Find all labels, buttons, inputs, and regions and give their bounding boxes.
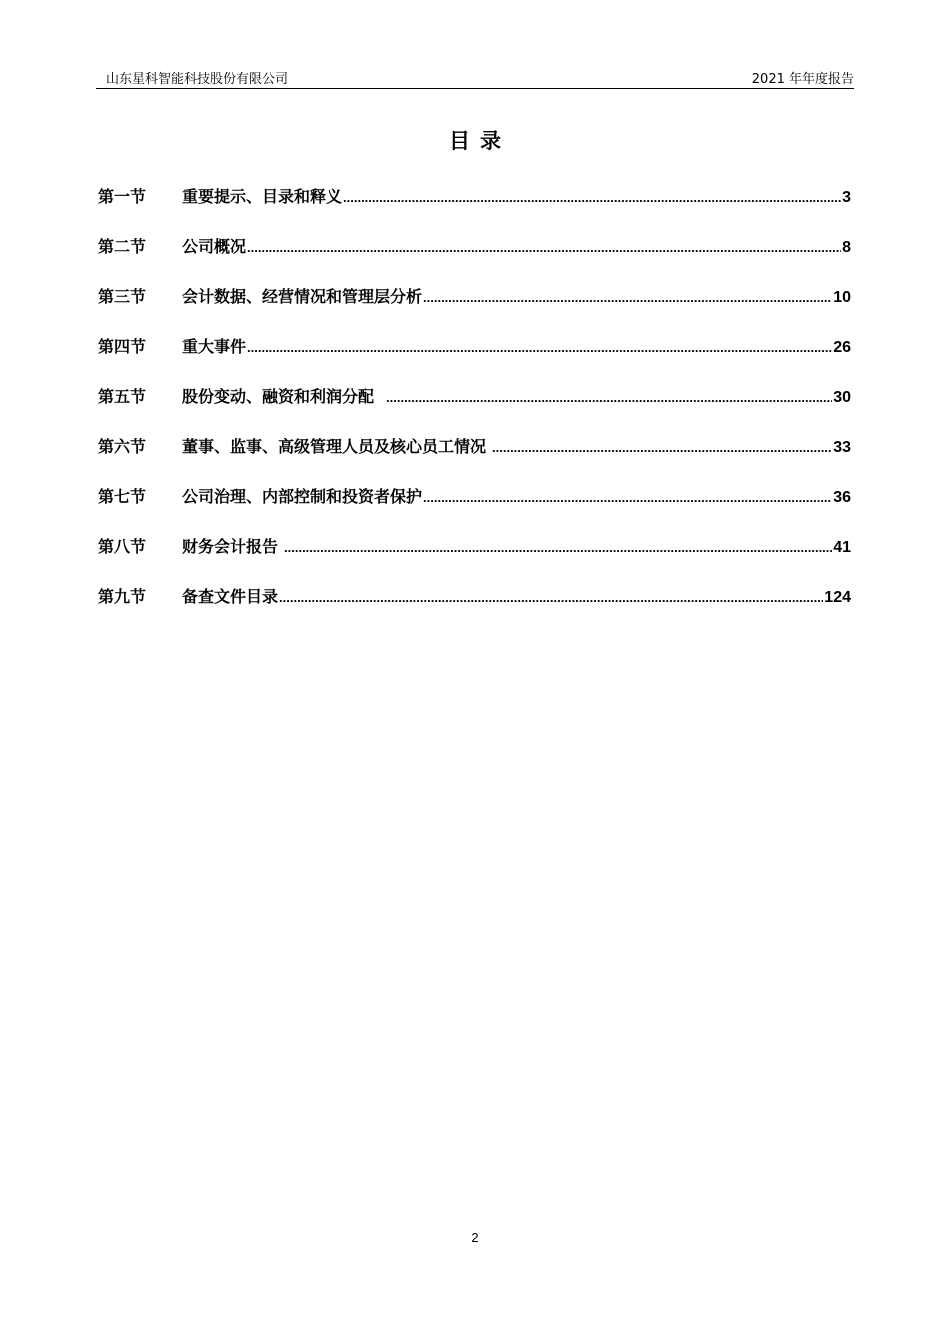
toc-name: 公司概况 [182,237,247,256]
toc-section: 第七节 [98,487,147,506]
toc-name: 备查文件目录 [182,587,279,606]
toc-leader [343,187,841,206]
toc-row[interactable] [98,534,851,584]
toc-section: 第二节 [98,237,147,256]
toc-name: 财务会计报告 [182,537,279,556]
toc-page: 10 [833,289,851,306]
toc-leader [423,287,832,306]
toc-row[interactable] [98,434,851,484]
toc-page: 26 [833,339,851,356]
toc-row[interactable] [98,584,851,634]
toc-page: 36 [833,489,851,506]
toc-name: 重大事件 [182,337,247,356]
toc-section: 第六节 [98,437,147,456]
toc-name: 公司治理、内部控制和投资者保护 [182,487,423,506]
toc-row[interactable] [98,484,851,534]
toc-name: 重要提示、目录和释义 [182,187,343,206]
toc-row[interactable] [98,384,851,434]
toc-name: 股份变动、融资和利润分配 [182,387,375,406]
toc-leader [247,237,841,256]
company-name: 山东星科智能科技股份有限公司 [106,72,289,87]
page-number: 2 [471,1230,479,1245]
toc-name: 董事、监事、高级管理人员及核心员工情况 [182,437,487,456]
toc-section: 第九节 [98,587,147,606]
toc-leader [284,537,832,556]
toc-section: 第三节 [98,287,147,306]
toc-row[interactable] [98,334,851,384]
toc-leader [423,487,832,506]
toc-name: 会计数据、经营情况和管理层分析 [182,287,423,306]
toc-row[interactable] [98,184,851,234]
toc-page: 30 [833,389,851,406]
toc-section: 第五节 [98,387,147,406]
toc-section: 第四节 [98,337,147,356]
report-name: 2021 年年度报告 [751,72,854,87]
toc-title: 目录 [449,129,511,153]
toc-page: 33 [833,439,851,456]
toc-leader [247,337,832,356]
toc-section: 第一节 [98,187,147,206]
toc-row[interactable] [98,234,851,284]
toc-page: 41 [833,539,851,556]
toc-leader [279,587,823,606]
toc-leader [492,437,832,456]
toc-page: 8 [842,239,851,256]
toc-page: 124 [824,589,851,606]
toc-leader [386,387,832,406]
toc-section: 第八节 [98,537,147,556]
toc-row[interactable] [98,284,851,334]
table-of-contents [98,184,851,634]
toc-page: 3 [842,189,851,206]
page-header [96,66,854,89]
